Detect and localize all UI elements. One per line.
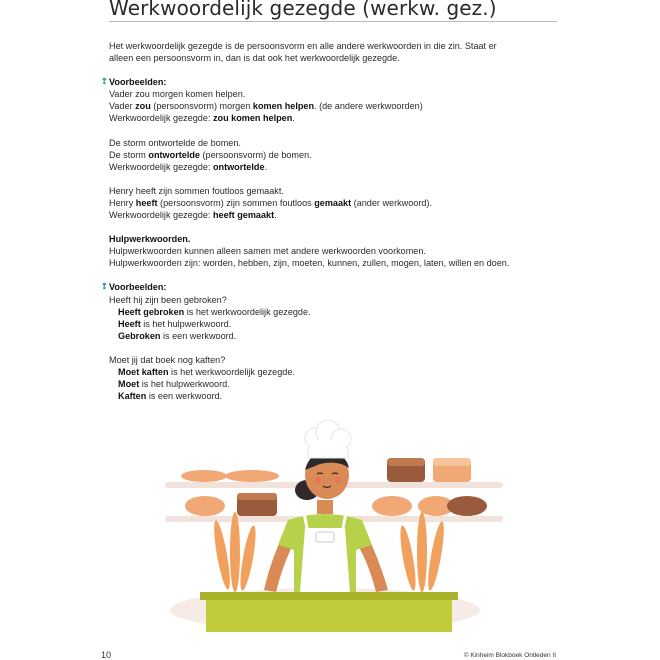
baker-illustration — [160, 420, 510, 635]
bread-icon — [181, 470, 227, 482]
counter-top — [200, 592, 458, 600]
example-1-sentence: Vader zou morgen komen helpen. — [109, 89, 246, 100]
example-1-analysis: Vader zou (persoonsvorm) morgen komen helpen. (de andere werkwoorden) — [109, 101, 423, 112]
question-1-werkwoord: Gebroken is een werkwoord. — [118, 330, 237, 341]
example-1-result: Werkwoordelijk gezegde: zou komen helpen. — [109, 113, 295, 124]
question-2-hulpwerkwoord: Moet is het hulpwerkwoord. — [118, 379, 230, 390]
wheat-icon — [397, 512, 447, 592]
bread-icon — [185, 496, 225, 516]
example-2-result: Werkwoordelijk gezegde: ontwortelde. — [109, 161, 268, 172]
hint-icon: ❢ — [101, 282, 108, 292]
question-2: Moet jij dat boek nog kaften? — [109, 354, 226, 365]
question-1-hulpwerkwoord: Heeft is het hulpwerkwoord. — [118, 318, 232, 329]
question-1-gezegde: Heeft gebroken is het werkwoordelijk gezegde. — [118, 306, 311, 317]
question-2-werkwoord: Kaften is een werkwoord. — [118, 391, 223, 402]
hint-icon: ❢ — [101, 77, 108, 87]
baker-figure — [264, 420, 388, 592]
example-3-analysis: Henry heeft (persoonsvorm) zijn sommen foutloos gemaakt (ander werkwoord). — [109, 197, 432, 208]
hulpwerkwoorden-line-2: Hulpwerkwoorden zijn: worden, hebben, zijn, moeten, kunnen, zullen, mogen, laten, willen en doen. — [109, 258, 510, 269]
example-2-sentence: De storm ontwortelde de bomen. — [109, 137, 241, 148]
examples-heading: Voorbeelden: — [109, 282, 167, 293]
counter — [206, 600, 452, 632]
copyright: © Kinheim Blokboek Ontleden II — [463, 652, 556, 659]
page-number: 10 — [101, 650, 112, 660]
page-title: Werkwoordelijk gezegde (werkw. gez.) — [109, 0, 497, 20]
bread-icon — [447, 496, 487, 516]
examples-block-1 — [101, 76, 559, 221]
hulpwerkwoorden-line-1: Hulpwerkwoorden kunnen alleen samen met andere werkwoorden voorkomen. — [109, 246, 426, 257]
example-3-result: Werkwoordelijk gezegde: heeft gemaakt. — [109, 210, 277, 221]
intro-line-1: Het werkwoordelijk gezegde is de persoonsvorm en alle andere werkwoorden in die zin. Staat er — [109, 41, 497, 51]
question-2-gezegde: Moet kaften is het werkwoordelijk gezegde. — [118, 366, 295, 377]
example-2-analysis: De storm ontwortelde (persoonsvorm) de bomen. — [109, 149, 312, 160]
title-rule — [109, 21, 557, 22]
main-content — [101, 40, 559, 402]
examples-block-2 — [101, 281, 559, 402]
bread-icon — [372, 496, 412, 516]
hulpwerkwoorden-heading: Hulpwerkwoorden. — [109, 234, 191, 245]
intro-line-2: alleen een persoonsvorm in, dan is dat ook het werkwoordelijk gezegde. — [109, 53, 400, 64]
examples-heading: Voorbeelden: — [109, 77, 167, 88]
example-3-sentence: Henry heeft zijn sommen foutloos gemaakt. — [109, 185, 284, 196]
bread-icon — [225, 470, 279, 482]
wheat-icon — [211, 512, 259, 592]
question-1: Heeft hij zijn been gebroken? — [109, 294, 227, 305]
